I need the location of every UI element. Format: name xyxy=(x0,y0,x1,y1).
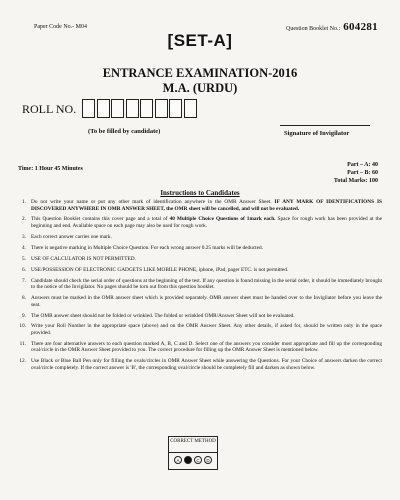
subject-title: M.A. (URDU) xyxy=(162,81,238,95)
instruction-item xyxy=(16,234,382,241)
instruction-number: 4. xyxy=(22,244,26,251)
roll-number-box[interactable] xyxy=(97,99,110,118)
paper-code: Paper Code No.- M04 xyxy=(34,24,87,30)
correct-method-label: CORRECT METHOD xyxy=(170,439,216,444)
roll-number-box[interactable] xyxy=(169,99,182,118)
instruction-number: 5. xyxy=(22,255,26,262)
instruction-text: USE OF CALCULATOR IS NOT PERMITTED. xyxy=(31,255,136,262)
answer-circle-a: A xyxy=(174,456,182,464)
correct-method-divider xyxy=(169,452,217,453)
set-label: [SET-A] xyxy=(167,31,233,50)
exam-title: ENTRANCE EXAMINATION-2016 xyxy=(102,66,298,80)
instruction-number: 12. xyxy=(19,358,26,365)
correct-method-circles xyxy=(174,456,214,464)
marks-summary xyxy=(334,161,378,185)
instruction-text: Write your Roll Number in the appropriate space (above) and on the OMR Answer Sheet. Any other details, if asked for, should be written only in the space provided. xyxy=(31,323,382,336)
instruction-item xyxy=(16,256,382,263)
instruction-number: 10. xyxy=(19,323,26,330)
instruction-number: 6. xyxy=(22,266,26,273)
instruction-text: There are four alternative answers to each question marked A, B, C and D. Select one of the answers you consider most appropriate and fill up the corresponding oval/circle in the OMR Answer Sheet provided to you. The correct procedure for filling up the OMR Answer Sheet is mentioned below. xyxy=(31,340,382,354)
instruction-item xyxy=(16,216,382,229)
time-allowed: Time: 1 Hour 45 Minutes xyxy=(18,166,83,172)
instruction-number: 7. xyxy=(22,277,26,284)
roll-number-box[interactable] xyxy=(82,99,95,118)
roll-number-box[interactable] xyxy=(184,99,197,118)
instructions-list xyxy=(16,199,382,376)
instruction-text: Candidate should check the serial order of questions at the beginning of the test. If any question is found missing in the serial order, it should be immediately brought to the notice of the Invigilator. No pages should be torn out from this question booklet. xyxy=(31,277,382,291)
invigilator-signature-line xyxy=(280,125,370,126)
instruction-item xyxy=(16,295,382,308)
instruction-item xyxy=(16,358,382,371)
correct-method-box xyxy=(168,436,218,470)
instruction-item xyxy=(16,278,382,291)
instruction-text: There is negative marking in Multiple Choice Question. For each wrong answer 0.25 marks will be deducted. xyxy=(31,244,263,251)
instruction-item xyxy=(16,267,382,274)
instruction-number: 3. xyxy=(22,233,26,240)
answer-circle-c: C xyxy=(194,456,202,464)
roll-number-box[interactable] xyxy=(140,99,153,118)
instruction-text: Answers must be marked in the OMR answer sheet which is provided separately. OMR answer sheet must be handed over to the Invigilator before you leave the seat. xyxy=(31,295,382,308)
marks-total: Total Marks: 100 xyxy=(333,178,378,184)
instruction-text: This Question Booklet contains this cover page and a total of 40 Multiple Choice Questions of 1mark each. Space for rough work has been provided at the beginning and end. Available space on each page may also be used for rough work. xyxy=(31,216,382,230)
instruction-item xyxy=(16,341,382,354)
instruction-item xyxy=(16,245,382,252)
booklet-number: 604281 xyxy=(343,21,378,33)
instructions-title: Instructions to Candidates xyxy=(160,189,240,197)
instruction-item xyxy=(16,199,382,212)
instruction-number: 2. xyxy=(22,216,26,223)
marks-part-b: Part – B: 60 xyxy=(347,170,378,176)
marks-part-a: Part – A: 40 xyxy=(347,162,378,168)
roll-fill-note: (To be filled by candidate) xyxy=(88,128,161,135)
roll-number-box[interactable] xyxy=(111,99,124,118)
roll-number-label: ROLL NO. xyxy=(22,102,77,116)
instruction-number: 1. xyxy=(22,199,26,205)
instruction-text: Use Black or Blue Ball Pen only for filling the ovals/circles in OMR Answer Sheet while answering the Questions. For your Choice of answers darken the correct oval/circle completely. If the correct answer is 'B', the corresponding oval/circle should be completely fill and darken as shown below. xyxy=(31,358,382,371)
instruction-text: Do not write your name or put any other mark of identification anywhere in the OMR Answer Sheet. IF ANY MARK OF IDENTIFICATIONS IS DISCOVERED ANYWHERE IN OMR ANSWER SHEET, the OMR sheet will be cancelled, and will not be evaluated. xyxy=(31,199,382,212)
invigilator-signature-label: Signature of Invigilator xyxy=(284,130,350,137)
instruction-text: USE/POSSESSION OF ELECTRONIC GADGETS LIKE MOBILE PHONE, iphone, iPad, pager ETC. is not permitted. xyxy=(31,266,289,273)
instruction-number: 8. xyxy=(22,295,26,302)
answer-circle-b xyxy=(184,456,192,464)
booklet-label: Question Booklet No.: xyxy=(286,26,341,32)
instruction-item xyxy=(16,313,382,320)
instruction-text: Each correct answer carries one mark. xyxy=(31,233,112,240)
roll-number-box[interactable] xyxy=(155,99,168,118)
roll-number-box[interactable] xyxy=(126,99,139,118)
instruction-number: 11. xyxy=(19,340,26,347)
instruction-number: 9. xyxy=(22,312,26,319)
instruction-item xyxy=(16,323,382,336)
instruction-text: The OMR answer sheet should not be folded or wrinkled. The folded or wrinkled OMR/Answer Sheet will not be evaluated. xyxy=(31,312,295,319)
answer-circle-d: D xyxy=(204,456,212,464)
roll-number-boxes xyxy=(82,99,198,118)
